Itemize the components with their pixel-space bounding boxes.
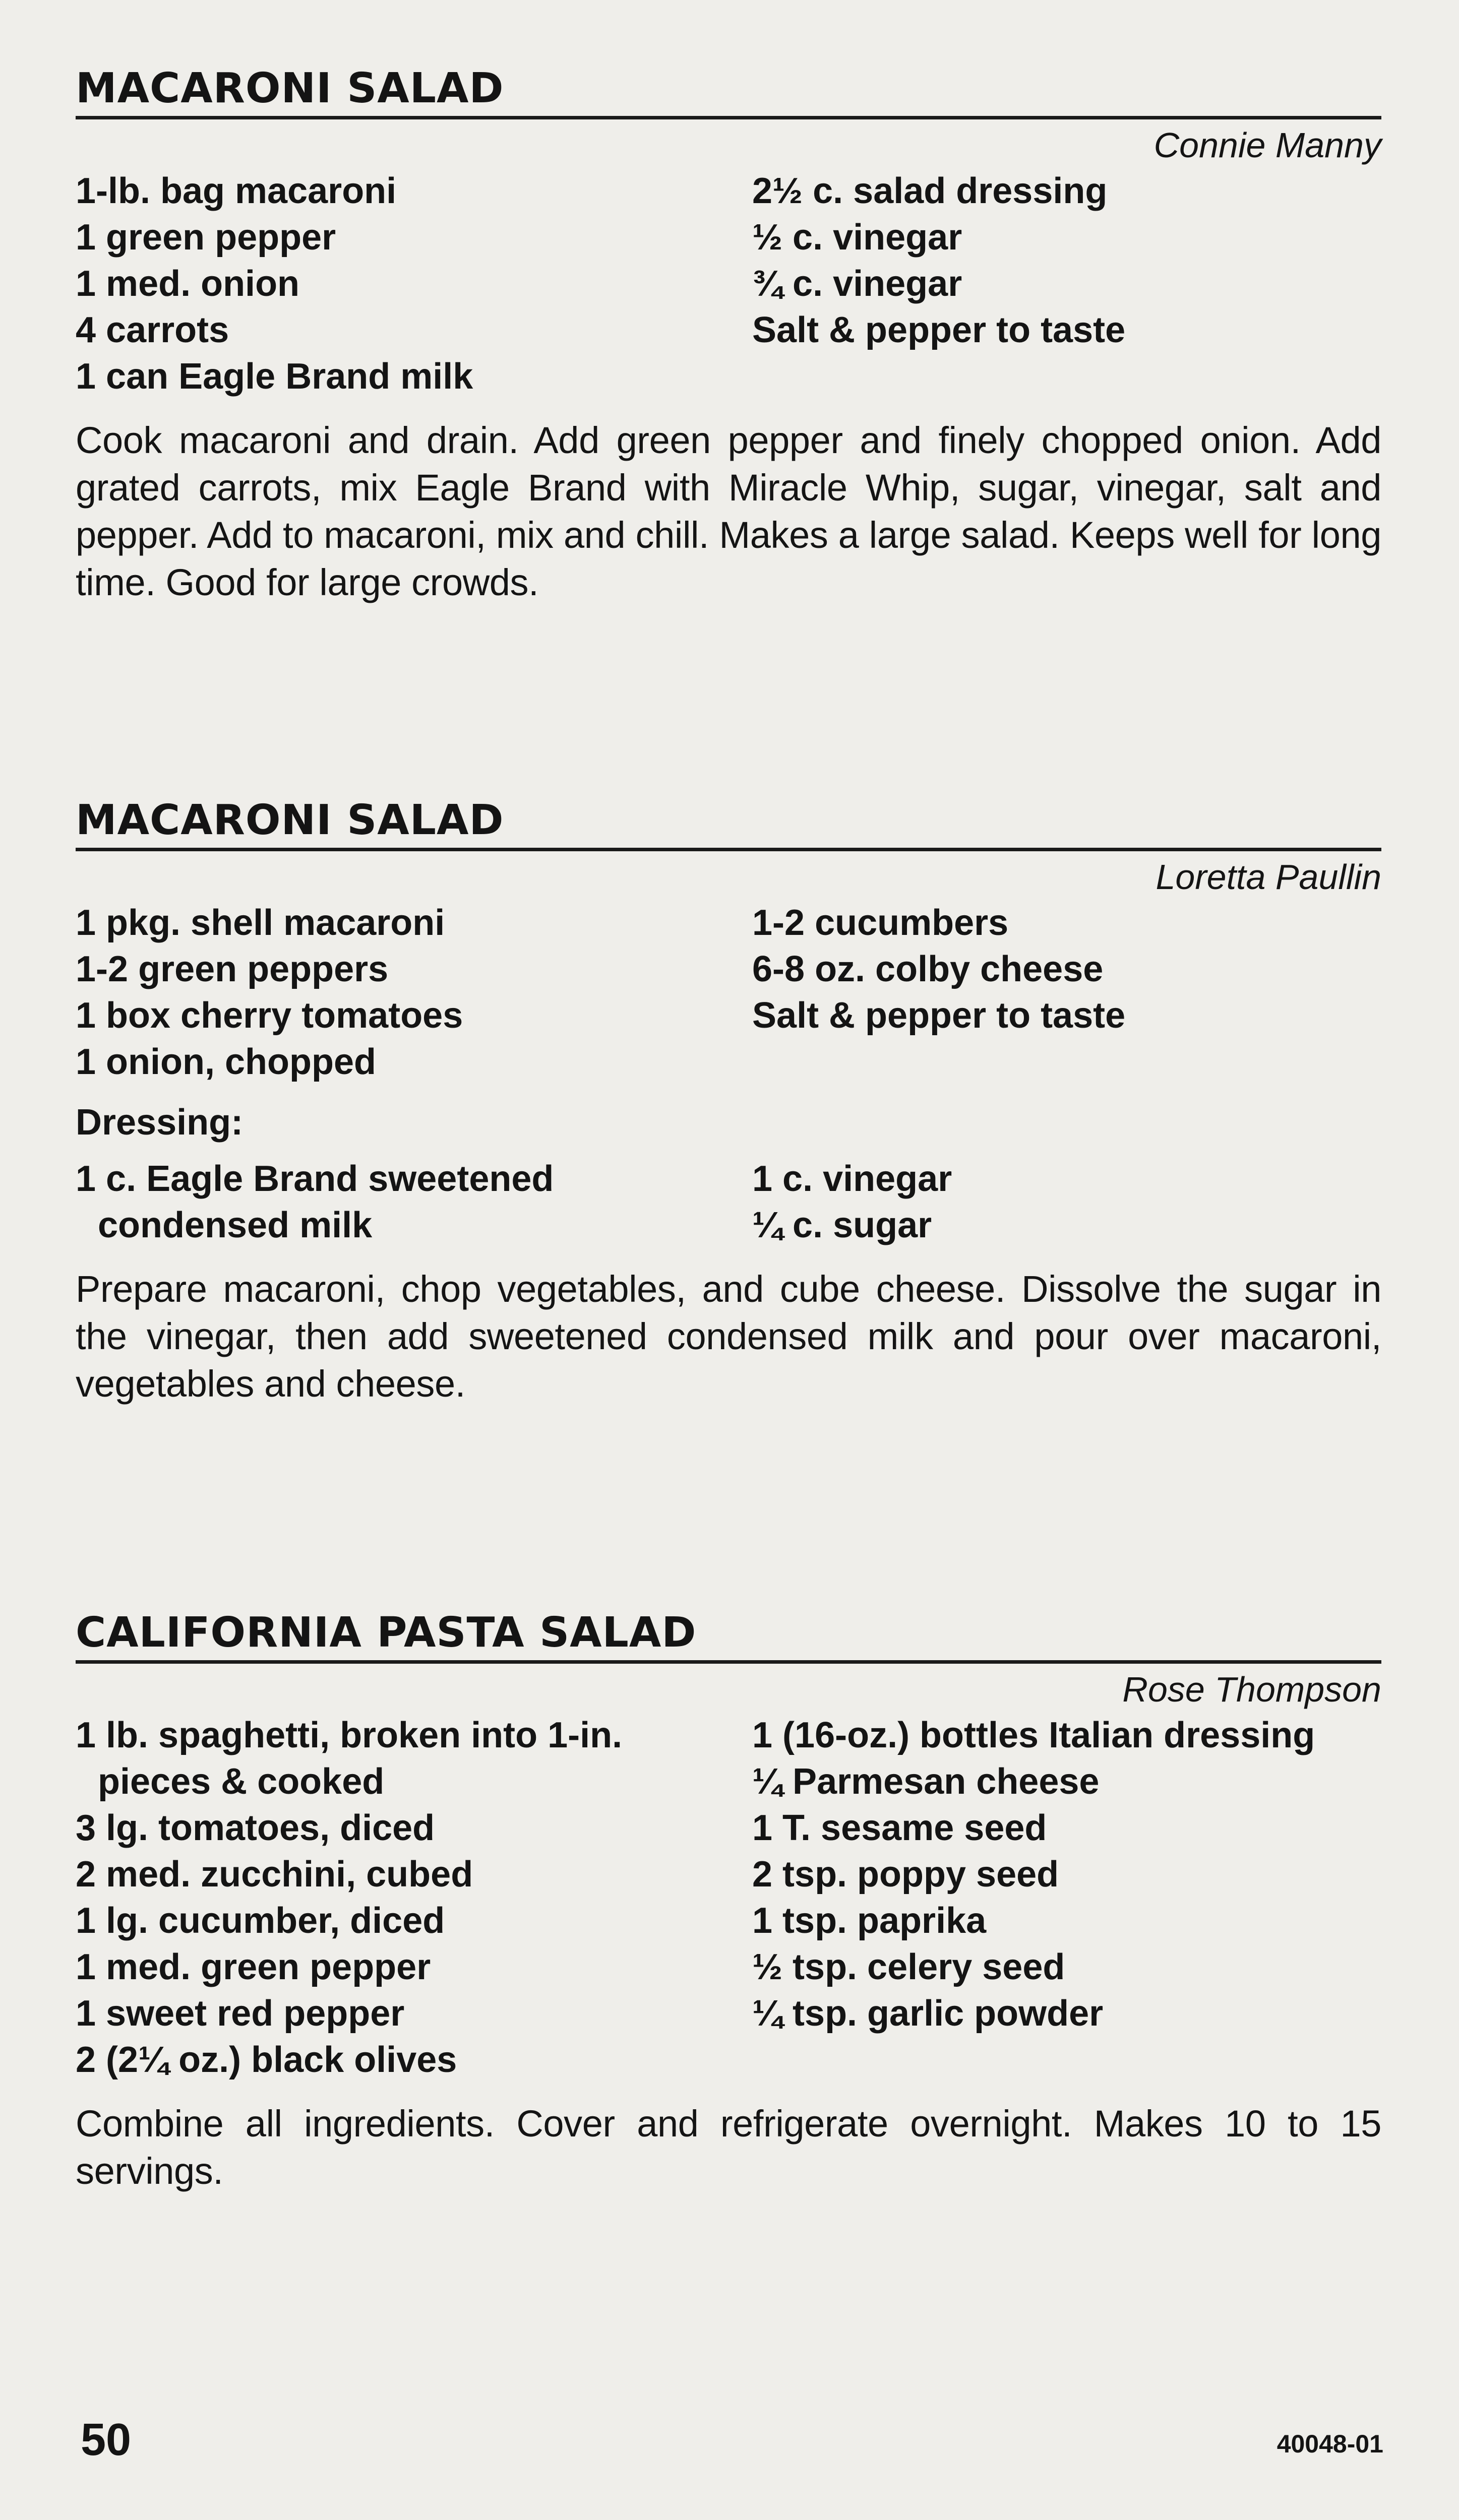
ingredient: ¾ c. vinegar: [752, 264, 962, 304]
ingredient: 2½ c. salad dressing: [752, 171, 1108, 211]
ingredient: 1 med. onion: [76, 264, 300, 304]
recipe-title: CALIFORNIA PASTA SALAD: [76, 1609, 697, 1657]
ingredient: 1 lg. cucumber, diced: [76, 1901, 445, 1941]
recipe-title: MACARONI SALAD: [76, 796, 504, 844]
ingredient: 1 sweet red pepper: [76, 1993, 405, 2034]
ingredients-left: [76, 1712, 752, 2083]
page-number: 50: [81, 2415, 132, 2465]
recipe-instructions: Cook macaroni and drain. Add green pepper and finely chopped onion. Add grated carrots, mix Eagle Brand with Miracle Whip, sugar, vinegar, salt and pepper. Add to macaroni, mix and chill. Makes a large salad. Keeps well for long time. Good for large crowds.: [76, 419, 1381, 603]
ingredient: 2 (2¼ oz.) black olives: [76, 2040, 457, 2080]
ingredient: 1 (16-oz.) bottles Italian dressing: [752, 1715, 1315, 1755]
ingredient: 1 T. sesame seed: [752, 1808, 1047, 1848]
dressing-left: [76, 1156, 752, 1248]
ingredients-right: [752, 1712, 1381, 2083]
ingredient: ¼ c. sugar: [752, 1205, 932, 1245]
recipe-california-pasta-salad: [76, 1609, 1381, 2232]
recipe-author: Loretta Paullin: [1156, 857, 1381, 897]
ingredient-continuation: condensed milk: [98, 1205, 373, 1245]
ingredient: 1 med. green pepper: [76, 1947, 431, 1987]
ingredient: 3 lg. tomatoes, diced: [76, 1808, 435, 1848]
recipe-author: Rose Thompson: [1122, 1670, 1381, 1709]
ingredient: 1 green pepper: [76, 217, 336, 258]
ingredient: Salt & pepper to taste: [752, 310, 1126, 350]
ingredient: 1 tsp. paprika: [752, 1901, 987, 1941]
ingredient: 1-2 cucumbers: [752, 903, 1009, 943]
ingredient: ½ c. vinegar: [752, 217, 962, 258]
recipe-author: Connie Manny: [1153, 125, 1381, 165]
recipe-macaroni-salad-1: [76, 65, 1381, 644]
title-rule: [76, 1660, 1381, 1664]
title-rule: [76, 848, 1381, 851]
ingredients: [76, 168, 1381, 400]
recipe-macaroni-salad-2: [76, 796, 1381, 1445]
publisher-code: 40048-01: [1276, 2430, 1383, 2458]
ingredient: 1 onion, chopped: [76, 1042, 376, 1082]
dressing-right: [752, 1156, 1381, 1248]
dressing-ingredients: [76, 1156, 1381, 1248]
ingredient: 1 pkg. shell macaroni: [76, 903, 445, 943]
ingredient: 2 tsp. poppy seed: [752, 1854, 1059, 1895]
ingredient: 1 can Eagle Brand milk: [76, 356, 473, 397]
recipe-instructions: Combine all ingredients. Cover and refrigerate overnight. Makes 10 to 15 servings.: [76, 2103, 1381, 2192]
ingredient: 1 box cherry tomatoes: [76, 995, 463, 1036]
title-rule: [76, 116, 1381, 119]
ingredient: 2 med. zucchini, cubed: [76, 1854, 473, 1895]
ingredient: 1 lb. spaghetti, broken into 1-in.: [76, 1715, 623, 1755]
recipe-title: MACARONI SALAD: [76, 65, 504, 112]
dressing-heading: Dressing:: [76, 1102, 244, 1143]
ingredients-left: [76, 168, 752, 400]
ingredient: ¼ Parmesan cheese: [752, 1761, 1100, 1802]
ingredient: ½ tsp. celery seed: [752, 1947, 1065, 1987]
ingredient: 1 c. vinegar: [752, 1159, 952, 1199]
ingredient: 1-2 green peppers: [76, 949, 389, 989]
ingredients-left: [76, 900, 752, 1085]
ingredients: [76, 900, 1381, 1085]
ingredients-right: [752, 900, 1381, 1085]
ingredient: 4 carrots: [76, 310, 229, 350]
ingredient: 6-8 oz. colby cheese: [752, 949, 1104, 989]
ingredient: ¼ tsp. garlic powder: [752, 1993, 1104, 2034]
ingredient-continuation: pieces & cooked: [98, 1761, 385, 1802]
ingredient: 1-lb. bag macaroni: [76, 171, 397, 211]
ingredients: [76, 1712, 1381, 2083]
recipe-instructions: Prepare macaroni, chop vegetables, and cube cheese. Dissolve the sugar in the vinegar, then add sweetened condensed milk and pour over macaroni, vegetables and cheese.: [76, 1268, 1381, 1405]
ingredients-right: [752, 168, 1381, 400]
ingredient: Salt & pepper to taste: [752, 995, 1126, 1036]
ingredient: 1 c. Eagle Brand sweetened: [76, 1159, 554, 1199]
